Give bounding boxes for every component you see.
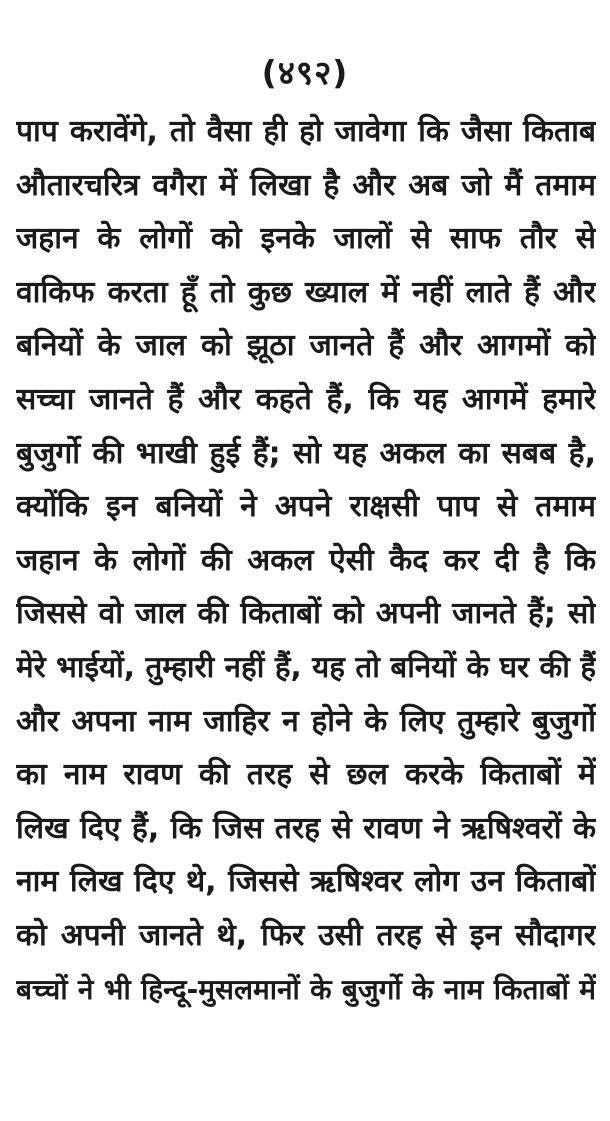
text-line: को अपनी जानते थे, फिर उसी तरह से इन सौदागर [16, 917, 596, 953]
text-line: लिख दिए हैं, कि जिस तरह से रावण ने ऋषिश्वरों के [16, 810, 596, 846]
text-line: जिससे वो जाल की किताबों को अपनी जानते हैं; सो [16, 596, 596, 632]
body-text [16, 105, 596, 1016]
text-line: जहान के लोगों की अकल ऐसी कैद कर दी है कि [16, 542, 596, 578]
text-line: वाकिफ करता हूँ तो कुछ ख्याल में नहीं लाते हैं और [16, 274, 596, 310]
text-line: और अपना नाम जाहिर न होने के लिए तुम्हारे बुजुर्गो [16, 703, 596, 739]
text-line: मेरे भाईयों, तुम्हारी नहीं हैं, यह तो बनियों के घर की हैं [16, 649, 596, 684]
text-line: जहान के लोगों को इनके जालों से साफ तौर से [16, 221, 596, 257]
text-line: बुजुर्गो की भाखी हुई हैं; सो यह अकल का सबब है, [16, 435, 596, 471]
text-line: नाम लिख दिए थे, जिससे ऋषिश्वर लोग उन किताबों [16, 864, 596, 900]
text-line: क्योंकि इन बनियों ने अपने राक्षसी पाप से तमाम [16, 489, 596, 525]
text-line: बनियों के जाल को झूठा जानते हैं और आगमों को [16, 328, 596, 364]
text-line: बच्चों ने भी हिन्दू-मुसलमानों के बुजुर्गो के नाम किताबों में [16, 972, 596, 1006]
text-line: औतारचरित्र वगैरा में लिखा है और अब जो मैं तमाम [16, 167, 596, 203]
text-line: सच्चा जानते हैं और कहते हैं, कि यह आगमें हमारे [16, 381, 596, 417]
text-line: पाप करावेंगे, तो वैसा ही हो जावेगा कि जैसा किताब [16, 114, 596, 149]
text-line: का नाम रावण की तरह से छल करके किताबों में [16, 757, 596, 793]
page-number: (४९२) [261, 53, 349, 92]
